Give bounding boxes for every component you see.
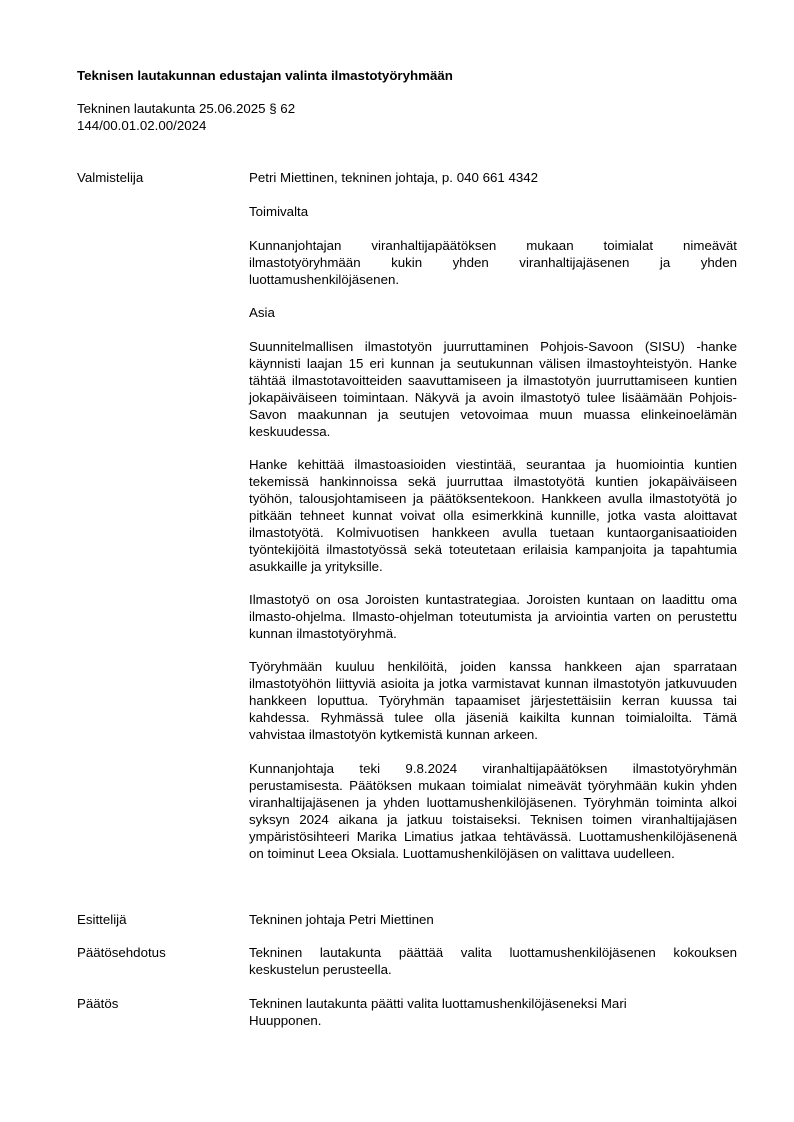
toimivalta-text: Kunnanjohtajan viranhaltijapäätöksen mukaan toimialat nimeävät ilmastotyöryhmään kukin yhden viranhaltijajäsenen ja yhden luottamushenkilöjäsenen. [249, 238, 737, 287]
presenter-label: Esittelijä [77, 912, 127, 927]
document-title: Teknisen lautakunnan edustajan valinta ilmastotyöryhmään [77, 68, 453, 83]
record-number: 144/00.01.02.00/2024 [77, 118, 207, 133]
decision-value-line1: Tekninen lautakunta päätti valita luottamushenkilöjäseneksi Mari [249, 996, 627, 1011]
paragraph-5: Kunnanjohtaja teki 9.8.2024 viranhaltijapäätöksen ilmastotyöryhmän perustamisesta. Päätöksen mukaan toimialat nimeävät työryhmään kukin yhden viranhaltijajäsenen ja yhden luottamushenkilöjäsenen. Työryhmän toiminta alkoi syksyn 2024 aikana ja jatkuu toistaiseksi. Teknisen toimen viranhaltijajäsen ympäristösihteeri Marika Limatius jatkaa tehtävässä. Luottamushenkilöjäsenenä on toiminut Leea Oksiala. Luottamushenkilöjäsen on valittava uudelleen. [249, 761, 737, 861]
presenter-value: Tekninen johtaja Petri Miettinen [249, 912, 434, 927]
asia-heading: Asia [249, 305, 275, 320]
paragraph-2: Hanke kehittää ilmastoasioiden viestintää, seurantaa ja huomiointia kuntien tekemissä hankinnoissa sekä juurruttaa ilmastotyötä kuntien jokapäiväiseen työhön, talousjohtamiseen ja päätöksentekoon. Hankkeen avulla ilmastotyötä jo pitkään tehneet kunnat voivat olla esimerkkinä kunnille, jotka vasta aloittavat ilmastotyötä. Kolmivuotisen hankkeen avulla tuetaan kuntaorganisaatioiden työntekijöitä ilmastotyössä sekä toteutetaan erilaisia kampanjoita ja tapahtumia asukkaille ja yrityksille. [249, 457, 737, 574]
paragraph-3: Ilmastotyö on osa Joroisten kuntastrategiaa. Joroisten kuntaan on laadittu oma ilmasto-ohjelma. Ilmasto-ohjelman toteutumista ja arviointia varten on perustettu kunnan ilmastotyöryhmä. [249, 592, 737, 641]
toimivalta-heading: Toimivalta [249, 204, 309, 219]
preparer-value: Petri Miettinen, tekninen johtaja, p. 040 661 4342 [249, 170, 539, 185]
decision-label: Päätös [77, 996, 119, 1011]
decision-value-line2: Huupponen. [249, 1013, 322, 1028]
meeting-reference: Tekninen lautakunta 25.06.2025 § 62 [77, 101, 296, 116]
preparer-label: Valmistelija [77, 170, 144, 185]
paragraph-1: Suunnitelmallisen ilmastotyön juurruttaminen Pohjois-Savoon (SISU) -hanke käynnisti laajan 15 eri kunnan ja seutukunnan välisen ilmastoyhteistyön. Hanke tähtää ilmastotavoitteiden saavuttamiseen ja ilmastotyön juurruttamiseen kuntien jokapäiväiseen toimintaan. Näkyvä ja avoin ilmastotyö tulee lisäämään Pohjois-Savon maakunnan ja seutujen vetovoimaa muun muassa elinkeinoelämän keskuudessa. [249, 339, 737, 439]
proposal-label: Päätösehdotus [77, 945, 166, 960]
proposal-value: Tekninen lautakunta päättää valita luottamushenkilöjäsenen kokouksen keskustelun perusteella. [249, 945, 737, 977]
paragraph-4: Työryhmään kuuluu henkilöitä, joiden kanssa hankkeen ajan sparrataan ilmastotyöhön liittyviä asioita ja jotka varmistavat kunnan ilmastotyön jatkuvuuden hankkeen loputtua. Työryhmän tapaamiset järjestettäisiin kerran kuussa tai kahdessa. Ryhmässä tulee olla jäseniä kaikilta kunnan toimialoilta. Tämä vahvistaa ilmastotyön kytkemistä kunnan arkeen. [249, 659, 737, 742]
